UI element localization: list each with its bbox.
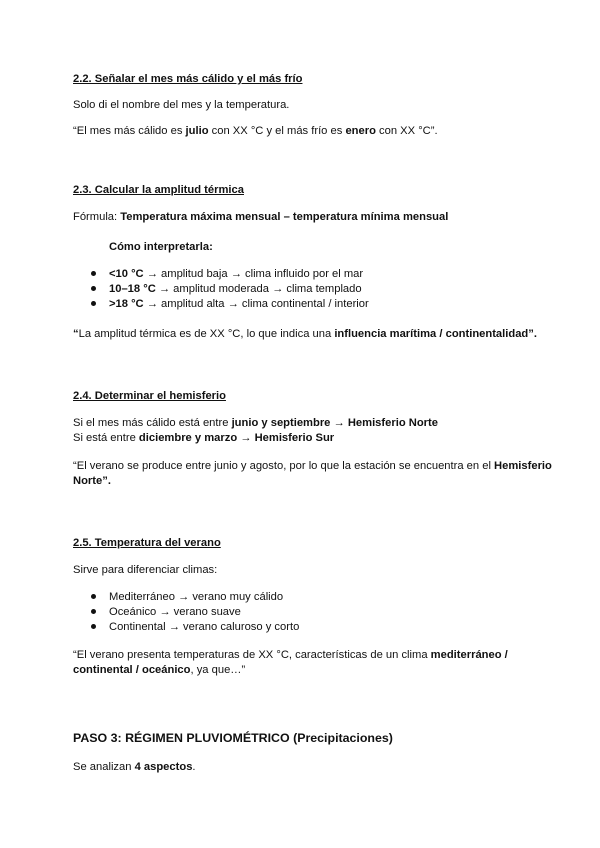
interpret-title: Cómo interpretarla: <box>109 241 213 253</box>
section-heading-2-2: 2.2. Señalar el mes más cálido y el más frío <box>73 73 303 85</box>
bullet-icon <box>91 271 96 276</box>
example-quote: “El verano se produce entre junio y agosto, por lo que la estación se encuentra en el Hemisferio <box>73 460 552 472</box>
section-heading-2-4: 2.4. Determinar el hemisferio <box>73 390 226 402</box>
list-item: >18 °C → amplitud alta → clima continental / interior <box>91 297 369 312</box>
rule-line: Si está entre diciembre y marzo → Hemisferio Sur <box>73 432 335 444</box>
intro-text: Sirve para diferenciar climas: <box>73 564 218 576</box>
bullet-icon <box>91 624 96 629</box>
example-quote: “La amplitud térmica es de XX °C, lo que indica una influencia marítima / continentalidad”. <box>73 328 537 340</box>
formula-line: Fórmula: Temperatura máxima mensual – temperatura mínima mensual <box>73 211 449 223</box>
instruction-text: Solo di el nombre del mes y la temperatura. <box>73 99 290 111</box>
list-item: Continental → verano caluroso y corto <box>91 620 299 635</box>
bullet-icon <box>91 286 96 291</box>
list-item: <10 °C → amplitud baja → clima influido por el mar <box>91 267 363 282</box>
example-quote: “El verano presenta temperaturas de XX °C, características de un clima mediterráneo / <box>73 649 508 661</box>
rule-line: Si el mes más cálido está entre junio y septiembre → Hemisferio Norte <box>73 417 438 429</box>
list-item: 10–18 °C → amplitud moderada → clima templado <box>91 282 362 297</box>
step-heading: PASO 3: RÉGIMEN PLUVIOMÉTRICO (Precipitaciones) <box>73 731 393 745</box>
list-item: Mediterráneo → verano muy cálido <box>91 590 283 605</box>
section-heading-2-5: 2.5. Temperatura del verano <box>73 537 221 549</box>
bullet-icon <box>91 301 96 306</box>
step-intro: Se analizan 4 aspectos. <box>73 761 196 773</box>
bullet-icon <box>91 609 96 614</box>
list-item: Oceánico → verano suave <box>91 605 241 620</box>
example-quote: “El mes más cálido es julio con XX °C y el más frío es enero con XX °C”. <box>73 125 438 137</box>
example-quote-cont: continental / oceánico, ya que…” <box>73 664 246 676</box>
example-quote-cont: Norte”. <box>73 475 111 487</box>
section-heading-2-3: 2.3. Calcular la amplitud térmica <box>73 184 244 196</box>
bullet-icon <box>91 594 96 599</box>
